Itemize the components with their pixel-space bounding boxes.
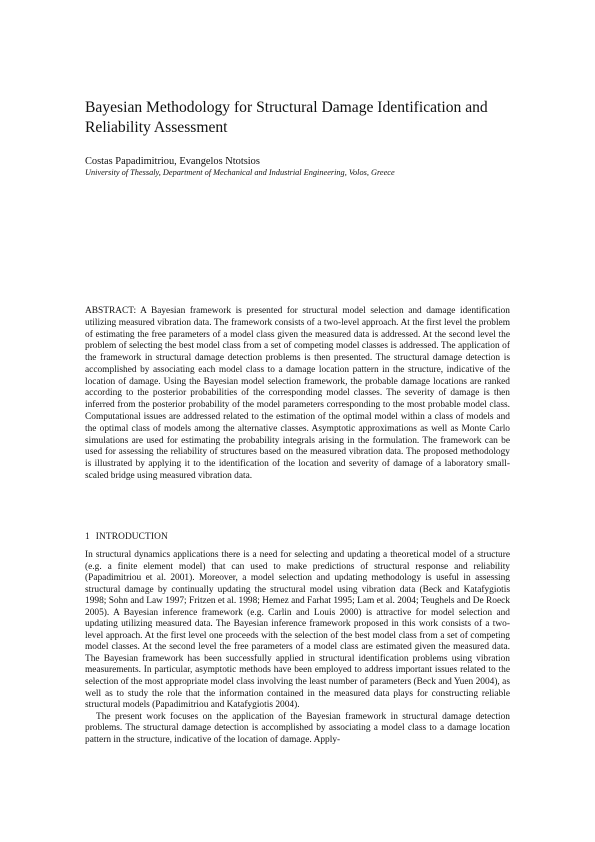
section-heading: [85, 531, 168, 543]
paragraph: In structural dynamics applications there is a need for selecting and updating a theoretical model of a structure (e.g. a finite element model) that can used to make predictions of structural response and reliability (Papadimitriou et al. 2001). Moreover, a model selection and updating methodology is useful in assessing structural damage by continually updating the structural model using vibration data (Beck and Katafygiotis 1998; Sohn and Law 1997; Fritzen et al. 1998; Hemez and Farhat 1995; Lam et al. 2004; Teughels and De Roeck 2005). A Bayesian inference framework (e.g. Carlin and Louis 2000) is attractive for model selection and updating utilizing measured data. The Bayesian inference framework proposed in this work consists of a two-level approach. At the first level one proceeds with the selection of the best model class from a set of competing model classes. At the second level the free parameters of a model class are estimated given the measured data. The Bayesian framework has been successfully applied in structural identification problems using vibration measurements. In particular, asymptotic methods have been employed to address important issues related to the selection of the most appropriate model class involving the least number of parameters (Beck and Yuen 2004), as well as to study the role that the information contained in the measured data plays for constructing reliable structural models (Papadimitriou and Katafygiotis 2004).: [85, 550, 510, 711]
introduction-body: [85, 550, 510, 746]
paragraph: The present work focuses on the application of the Bayesian framework in structural damage detection problems. The structural damage detection is accomplished by associating a model class to a damage location pattern in the structure, indicative of the location of damage. Apply-: [85, 711, 510, 745]
section-title: INTRODUCTION: [95, 532, 168, 542]
section-number: 1: [85, 532, 90, 542]
paper-title: Bayesian Methodology for Structural Damage Identification and Reliability Assessment: [85, 99, 488, 136]
paper-abstract: ABSTRACT: A Bayesian framework is presented for structural model selection and damage identification utilizing measured vibration data. The framework consists of a two-level approach. At the first level the problem of estimating the free parameters of a model class given the measured data is addressed. At the second level the problem of selecting the best model class from a set of competing model classes is addressed. The application of the framework in structural damage detection problems is then presented. The structural damage detection is accomplished by associating each model class to a damage location pattern in the structure, indicative of the location of damage. Using the Bayesian model selection framework, the probable damage locations are ranked according to the posterior probabilities of the corresponding model classes. The severity of damage is then inferred from the posterior probability of the model parameters corresponding to the most probable model class. Computational issues are addressed related to the estimation of the optimal model within a class of models and the optimal class of models among the alternative classes. Asymptotic approximations as well as Monte Carlo simulations are used for estimating the probability integrals arising in the formulation. The framework can be used for assessing the reliability of structures based on the measured vibration data. The proposed methodology is illustrated by applying it to the identification of the location and severity of damage of a laboratory small-scaled bridge using measured vibration data.: [85, 306, 510, 481]
paper-affiliation: University of Thessaly, Department of Mechanical and Industrial Engineering, Volos, Greece: [85, 168, 395, 177]
paper-authors: Costas Papadimitriou, Evangelos Ntotsios: [85, 156, 260, 167]
